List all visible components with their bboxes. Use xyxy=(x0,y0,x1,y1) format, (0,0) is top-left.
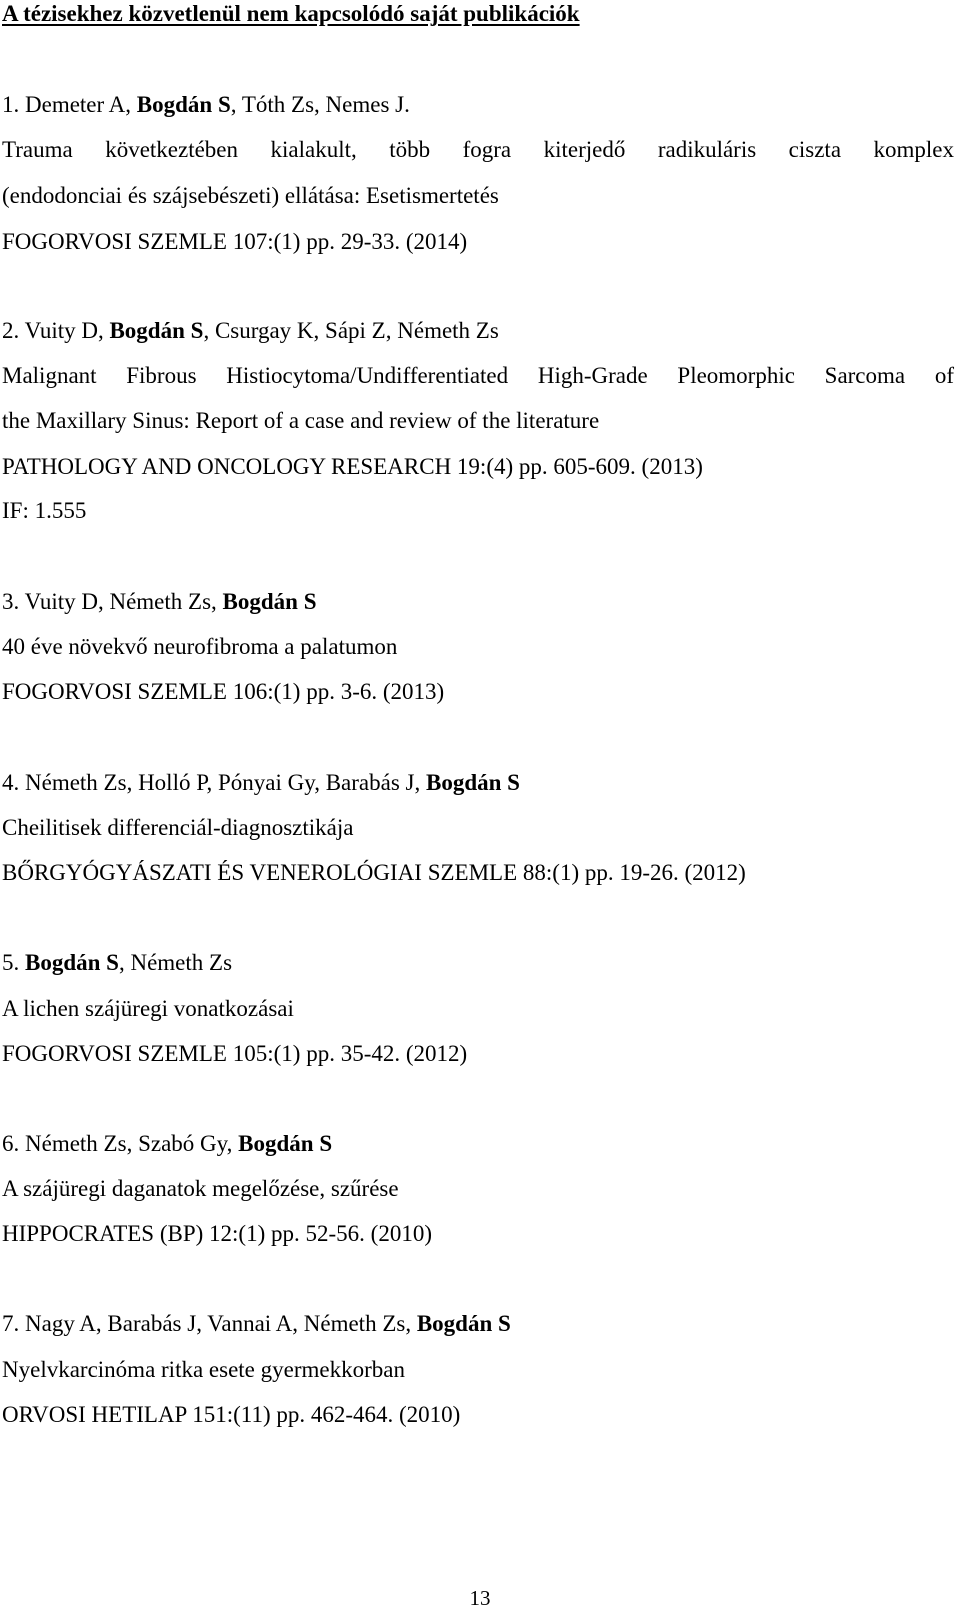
publication-4-journal: BŐRGYÓGYÁSZATI ÉS VENEROLÓGIAI SZEMLE 88:(1) pp. 19-26. (2012) xyxy=(2,860,746,885)
publication-2-authors: 2. Vuity D, Bogdán S, Csurgay K, Sápi Z, Németh Zs xyxy=(2,318,499,343)
author-name: Holló P xyxy=(138,770,207,795)
author-name: Németh Zs xyxy=(25,770,127,795)
publication-7-title-line-1: Nyelvkarcinóma ritka esete gyermekkorban xyxy=(2,1357,405,1382)
author-name: Szabó Gy xyxy=(138,1131,227,1156)
publication-number: 7. xyxy=(2,1311,25,1336)
author-name: Bogdán S xyxy=(109,318,204,343)
publication-2-title-line-1: Malignant Fibrous Histiocytoma/Undifferentiated High-Grade Pleomorphic Sarcoma of xyxy=(2,363,954,388)
publication-number: 5. xyxy=(2,950,25,975)
author-name: Vuity D xyxy=(24,318,98,343)
author-name: Vannai A xyxy=(207,1311,293,1336)
author-name: Bogdán S xyxy=(222,589,317,614)
publication-number: 4. xyxy=(2,770,25,795)
author-name: Bogdán S xyxy=(136,92,231,117)
publication-3-authors: 3. Vuity D, Németh Zs, Bogdán S xyxy=(2,589,317,614)
author-name: Németh Zs xyxy=(397,318,499,343)
author-name: Csurgay K xyxy=(214,318,314,343)
page-number: 13 xyxy=(469,1586,491,1610)
publication-7-authors: 7. Nagy A, Barabás J, Vannai A, Németh Zs, Bogdán S xyxy=(2,1311,511,1336)
publication-5-authors: 5. Bogdán S, Németh Zs xyxy=(2,950,233,975)
author-name: Nagy A xyxy=(25,1311,96,1336)
publication-4-title-line-1: Cheilitisek differenciál-diagnosztikája xyxy=(2,815,354,840)
publication-6-title-line-1: A szájüregi daganatok megelőzése, szűrése xyxy=(2,1176,399,1201)
section-heading: A tézisekhez közvetlenül nem kapcsolódó saját publikációk xyxy=(2,1,580,26)
author-name: Tóth Zs xyxy=(241,92,315,117)
publication-number: 6. xyxy=(2,1131,25,1156)
publication-1-title-line-1: Trauma következtében kialakult, több fogra kiterjedő radikuláris ciszta komplex xyxy=(2,137,954,162)
author-name: Nemes J. xyxy=(325,92,410,117)
publication-3-journal: FOGORVOSI SZEMLE 106:(1) pp. 3-6. (2013) xyxy=(2,679,445,704)
publication-2-title-line-2: the Maxillary Sinus: Report of a case and review of the literature xyxy=(2,408,600,433)
publication-2-journal: PATHOLOGY AND ONCOLOGY RESEARCH 19:(4) pp. 605-609. (2013) xyxy=(2,454,703,479)
publication-6-authors: 6. Németh Zs, Szabó Gy, Bogdán S xyxy=(2,1131,333,1156)
publication-number: 1. xyxy=(2,92,25,117)
author-name: Demeter A xyxy=(25,92,126,117)
publication-5-journal: FOGORVOSI SZEMLE 105:(1) pp. 35-42. (2012) xyxy=(2,1041,468,1066)
author-name: Németh Zs xyxy=(303,1311,406,1336)
publication-1-journal: FOGORVOSI SZEMLE 107:(1) pp. 29-33. (2014) xyxy=(2,229,468,254)
publication-2-impact-factor: IF: 1.555 xyxy=(2,498,87,523)
author-name: Németh Zs xyxy=(109,589,212,614)
publication-6-journal: HIPPOCRATES (BP) 12:(1) pp. 52-56. (2010) xyxy=(2,1221,432,1246)
author-name: Bogdán S xyxy=(426,770,520,795)
publication-3-title-line-1: 40 éve növekvő neurofibroma a palatumon xyxy=(2,634,398,659)
publication-1-title-line-2: (endodonciai és szájsebészeti) ellátása: Esetismertetés xyxy=(2,183,499,208)
publication-4-authors: 4. Németh Zs, Holló P, Pónyai Gy, Barabás J, Bogdán S xyxy=(2,770,520,795)
author-name: Bogdán S xyxy=(238,1131,333,1156)
author-name: Sápi Z xyxy=(325,318,386,343)
publication-number: 2. xyxy=(2,318,25,343)
publication-5-title-line-1: A lichen szájüregi vonatkozásai xyxy=(2,996,294,1021)
publication-number: 3. xyxy=(2,589,25,614)
publication-7-journal: ORVOSI HETILAP 151:(11) pp. 462-464. (2010) xyxy=(2,1402,461,1427)
author-name: Németh Zs xyxy=(25,1131,127,1156)
author-name: Barabás J xyxy=(107,1311,197,1336)
author-name: Barabás J xyxy=(325,770,415,795)
author-name: Bogdán S xyxy=(25,950,119,975)
author-name: Németh Zs xyxy=(130,950,233,975)
author-name: Pónyai Gy xyxy=(217,770,315,795)
author-name: Vuity D xyxy=(24,589,98,614)
author-name: Bogdán S xyxy=(416,1311,511,1336)
publication-1-authors: 1. Demeter A, Bogdán S, Tóth Zs, Nemes J. xyxy=(2,92,410,117)
